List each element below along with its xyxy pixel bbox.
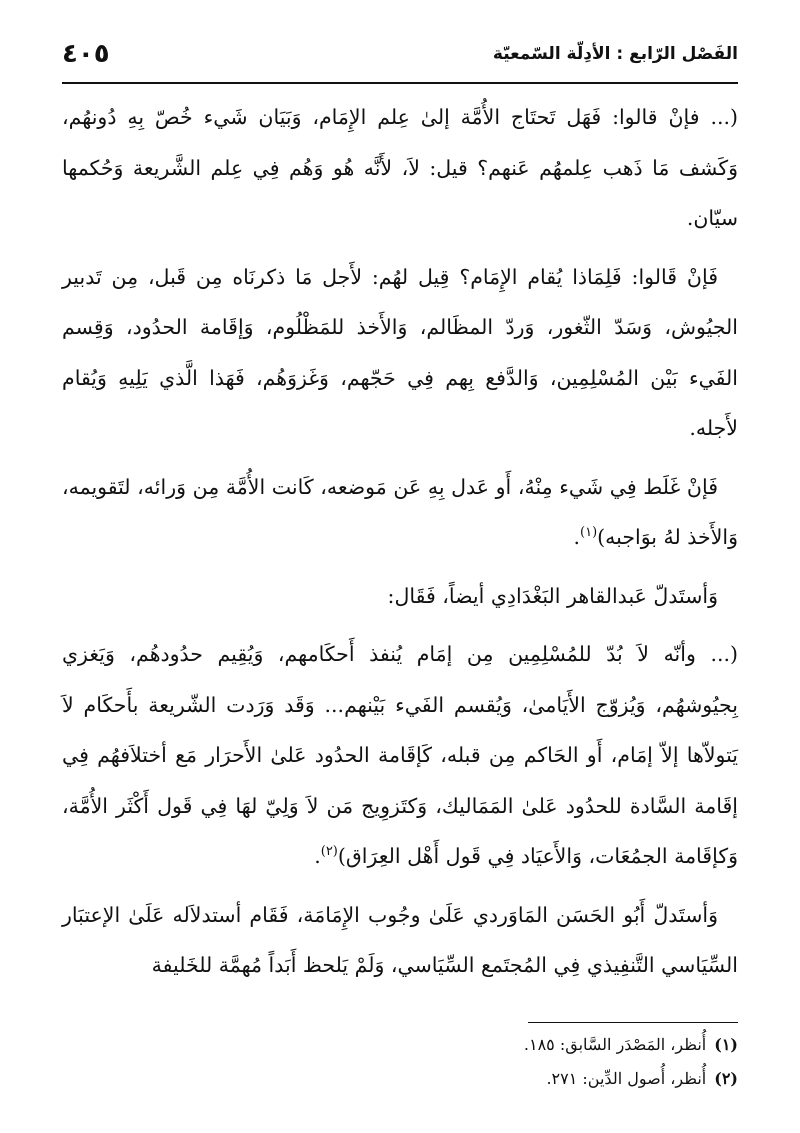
footnote-number: (٢) [714,1069,738,1088]
paragraph: فَإنْ قَالوا: فَلِمَاذا يُقام الإِمَام؟ قِيل لهُم: لأَجل مَا ذكرنَاه مِن قَبل، مِن تَدبير الجيُوش، وَسَدّ الثّغور، وَردّ المظَالم، وَالأَخذ للمَظْلُوم، وَإقَامة الحدُود، وَقِسم الفَيء بَيْن المُسْلِمِين، وَالدَّفع بِهم فِي حَجّهم، وَغَزوَهُم، فَهَذا الَّذي يَلِيهِ وَيُقام لأَجله. [62,264,738,440]
paragraph: (... وأنّه لاَ بُدّ للمُسْلِمِين مِن إمَام يُنفذ أَحكَامهم، وَيُقِيم حدُودهُم، وَيَغزي بِجيُوشهُم، وَيُزوّج الأَيَامىٰ، وَيُقسم الفَيء بَيْنهم... وَقَد وَرَدت الشّريعة بأَحكَام لاَ يَتولاّها إلاّ إمَام، أَو الحَاكم مِن قبله، كَإقَامة الحدُود عَلىٰ الأَحرَار مَع أختلاَفهُم فِي إقَامة السَّادة للحدُود عَلىٰ المَمَاليك، وَكتَزوِيج مَن لاَ وَلِيّ لهَا فِي قَول أَكْثَر الأُمَّة، وَكإقَامة الجمُعَات، وَالأَعيَاد فِي قَول أَهْل العِرَاق)$^{(٢)}$. [62,642,738,868]
page-number: ٤٠٥ [62,39,110,69]
footnote-text: أُنظر، المَصْدَر السَّابق: ١٨٥. [523,1035,707,1054]
footnote-text: أُنظر، أُصول الدِّين: ٢٧١. [546,1069,707,1088]
paragraph: (... فإنْ قالوا: فَهَل تَحتَاج الأُمَّة إلىٰ عِلم الإِمَام، وَبَيَان شَيء خُصّ بِهِ دُونهُم، وَكَشف مَا ذَهب عِلمهُم عَنهم؟ قيل: لاَ، لأَنَّه هُو وَهُم فِي عِلم الشَّريعة وَحُكمها سيّان. [62,105,738,230]
body-text [62,92,738,999]
footnote-reference[interactable]: (٢) [320,844,338,860]
footnote-reference[interactable]: (١) [580,525,598,541]
footnote-divider [528,1022,738,1023]
chapter-title: الفَصْل الرّابع : الأدِلّة السّمعيّة [492,44,738,64]
footnotes [62,1028,738,1096]
footnote-number: (١) [714,1035,738,1054]
header-divider [62,82,738,84]
footnote-item [62,1062,738,1096]
footnote-item [62,1028,738,1062]
paragraph: وَأستَدلّ أَبُو الحَسَن المَاوَردي عَلَىٰ وجُوب الإِمَامَة، فَقَام أستدلاَله عَلَىٰ الإعتبَار السِّيَاسي التَّنفِيذي فِي المُجتَمع السِّيَاسي، وَلَمْ يَلحظ أَبَداً مُهمَّة للخَليفة [62,902,738,977]
page-header [62,30,738,78]
paragraph: فَإنْ غَلَط فِي شَيء مِنْهُ، أَو عَدل بِهِ عَن مَوضعه، كَانت الأُمَّة مِن وَرائه، لتَقويمه، وَالأَخذ لهُ بوَاجبه)$^{(١)}$. [62,474,738,549]
paragraph: وَأستَدلّ عَبدالقاهر البَغْدَادِي أيضاً، فَقَال: [387,583,718,608]
book-page [62,0,738,1133]
